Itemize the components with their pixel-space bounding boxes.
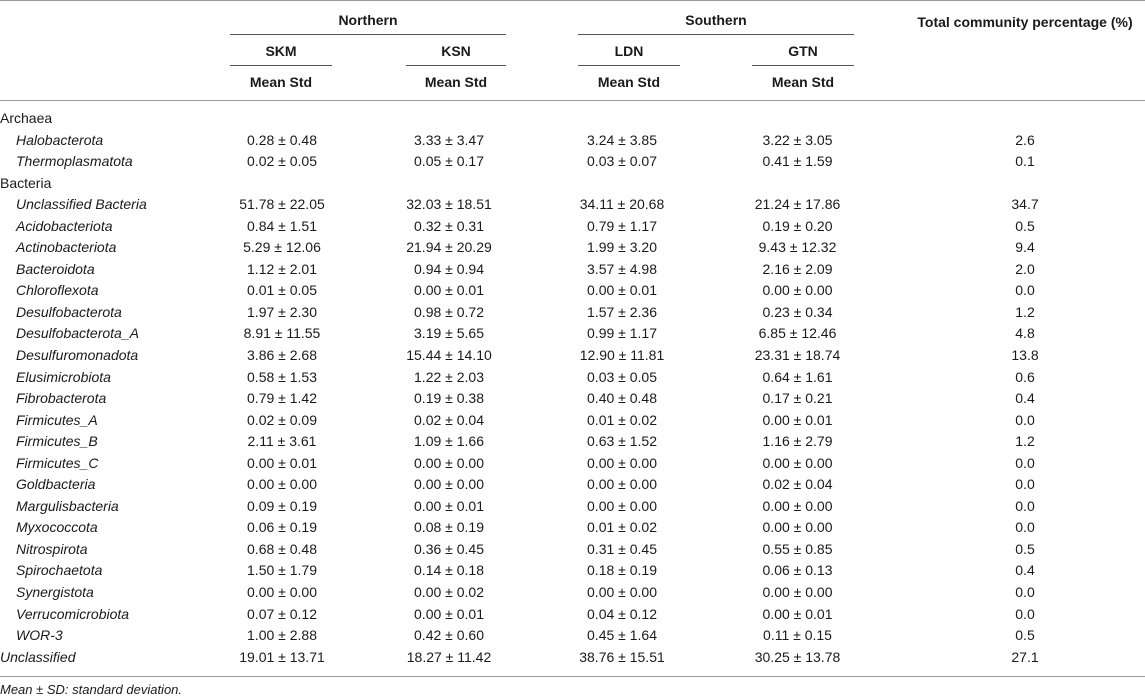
value-ldn: 34.11 ± 20.68 [579,196,665,213]
value-ksn: 3.33 ± 3.47 [414,131,484,148]
value-ldn: 0.00 ± 0.00 [587,497,657,514]
value-gtn: 0.00 ± 0.00 [762,584,833,601]
value-ksn: 1.22 ± 2.03 [414,368,484,385]
value-ldn [554,173,690,195]
value-gtn: 23.31 ± 18.74 [754,347,841,364]
value-ksn: 0.94 ± 0.94 [414,260,484,277]
value-gtn: 0.06 ± 0.13 [762,562,833,579]
value-ksn: 0.36 ± 0.45 [414,540,484,557]
value-ldn: 1.99 ± 3.20 [587,239,657,256]
table-row [0,367,1145,389]
value-gtn: 0.00 ± 0.00 [762,454,833,471]
table-row [0,280,1145,302]
table-top-rule [0,0,1145,1]
taxon-name: Actinobacteriota [16,239,117,256]
value-total-percentage: 34.7 [1011,196,1039,213]
value-skm: 0.68 ± 0.48 [247,540,317,557]
value-total-percentage: 13.8 [1011,347,1039,364]
table-bottom-rule [0,676,1145,677]
taxon-name: Elusimicrobiota [16,368,111,385]
value-ldn: 0.04 ± 0.12 [587,605,657,622]
value-gtn: 0.11 ± 0.15 [763,627,832,644]
footnote: Mean ± SD: standard deviation. [0,682,183,697]
value-skm: 8.91 ± 11.55 [243,325,321,342]
value-total-percentage: 0.5 [1015,217,1035,234]
value-ldn: 0.31 ± 0.45 [587,540,657,557]
value-ldn: 3.57 ± 4.98 [587,260,657,277]
value-gtn: 0.19 ± 0.20 [762,217,833,234]
value-total-percentage: 2.6 [1015,131,1035,148]
value-ksn: 18.27 ± 11.42 [406,648,492,665]
table-row [0,345,1145,367]
stat-label-ldn: Mean Std [597,74,661,90]
taxon-name: Desulfobacterota [16,303,122,320]
table-row [0,216,1145,238]
ksn-underline [406,65,506,66]
taxon-name: Unclassified Bacteria [16,196,147,213]
ldn-underline [578,65,680,66]
value-skm: 1.97 ± 2.30 [247,303,317,320]
value-ksn: 0.19 ± 0.38 [414,390,484,407]
value-skm: 0.84 ± 1.51 [247,217,317,234]
value-total-percentage: 1.2 [1015,433,1035,450]
value-skm: 1.50 ± 1.79 [247,562,317,579]
value-total-percentage: 0.0 [1015,411,1035,428]
taxon-name: Acidobacteriota [16,217,113,234]
table-row [0,517,1145,539]
taxon-name: Nitrospirota [16,540,88,557]
table-row [0,431,1145,453]
value-skm: 1.12 ± 2.01 [247,260,317,277]
value-gtn: 1.16 ± 2.79 [762,433,833,450]
value-ksn: 0.00 ± 0.01 [414,605,484,622]
value-ldn: 1.57 ± 2.36 [587,303,657,320]
value-skm: 0.00 ± 0.00 [247,476,317,493]
value-ksn: 0.98 ± 0.72 [414,303,484,320]
total-percentage-header: Total community percentage (%) [917,14,1133,30]
taxon-name: Unclassified [0,648,76,665]
value-ldn: 12.90 ± 11.81 [579,347,665,364]
gtn-underline [752,65,854,66]
taxon-name: Verrucomicrobiota [16,605,130,622]
value-ksn: 0.32 ± 0.31 [414,217,484,234]
value-skm: 0.79 ± 1.42 [247,390,317,407]
table-row [0,151,1145,173]
section-label: Bacteria [0,174,52,191]
value-ksn: 32.03 ± 18.51 [406,196,492,213]
value-ldn: 0.45 ± 1.64 [587,627,657,644]
value-skm: 2.11 ± 3.61 [247,433,317,450]
value-gtn: 0.02 ± 0.04 [762,476,833,493]
value-total-percentage: 0.5 [1015,627,1035,644]
taxon-name: Bacteroidota [16,260,95,277]
site-header-gtn: GTN [788,43,818,59]
value-total-percentage: 0.0 [1015,497,1035,514]
value-skm: 1.00 ± 2.88 [247,627,317,644]
value-ksn: 0.42 ± 0.60 [414,627,484,644]
value-ldn: 0.18 ± 0.19 [587,562,657,579]
section-label: Archaea [0,110,53,126]
value-skm: 3.86 ± 2.68 [247,347,317,364]
table-body [0,108,1145,668]
value-skm: 0.02 ± 0.05 [247,153,317,170]
table-row [0,410,1145,432]
value-ksn: 21.94 ± 20.29 [406,239,492,256]
value-ldn: 0.00 ± 0.00 [587,476,657,493]
table-row [0,539,1145,561]
taxon-name: Firmicutes_B [16,433,98,450]
value-ldn: 0.03 ± 0.07 [587,153,657,170]
stat-label-gtn: Mean Std [771,74,835,90]
value-skm: 0.06 ± 0.19 [247,519,317,536]
table-row [0,625,1145,647]
value-ldn: 38.76 ± 15.51 [579,648,665,665]
taxon-name: Desulfuromonadota [16,347,139,364]
value-total-percentage: 0.0 [1015,476,1035,493]
value-total-percentage: 0.0 [1015,519,1035,536]
value-gtn [690,108,905,130]
value-ldn: 3.24 ± 3.85 [587,131,657,148]
value-ldn: 0.79 ± 1.17 [587,217,657,234]
value-total-percentage: 0.4 [1015,562,1035,579]
table-row [0,259,1145,281]
value-ldn: 0.01 ± 0.02 [587,411,657,428]
section-row [0,108,1145,130]
value-skm: 5.29 ± 12.06 [243,239,321,256]
value-ldn: 0.00 ± 0.00 [587,454,657,471]
value-total-percentage: 0.0 [1015,605,1035,622]
value-total-percentage: 0.1 [1015,153,1035,170]
table-row [0,453,1145,475]
value-ksn: 0.00 ± 0.02 [414,584,484,601]
taxon-name: Chloroflexota [16,282,99,299]
value-total-percentage: 0.0 [1015,584,1035,601]
table-row [0,647,1145,669]
value-gtn: 0.41 ± 1.59 [762,153,833,170]
value-total-percentage: 9.4 [1015,239,1035,256]
taxon-name: Myxococcota [16,519,98,536]
taxon-name: Fibrobacterota [16,390,107,407]
value-skm: 0.09 ± 0.19 [247,497,317,514]
value-total-percentage: 27.1 [1011,648,1039,665]
value-gtn: 0.55 ± 0.85 [762,540,833,557]
table-row [0,302,1145,324]
group-header-southern: Southern [685,12,747,28]
value-skm: 0.02 ± 0.09 [247,411,317,428]
taxon-name: Firmicutes_A [16,411,98,428]
stat-label-ksn: Mean Std [424,74,488,90]
value-gtn: 0.00 ± 0.00 [762,282,833,299]
value-skm: 0.07 ± 0.12 [247,605,317,622]
taxon-name: Synergistota [16,584,94,601]
value-gtn: 0.00 ± 0.00 [762,519,833,536]
table-row [0,582,1145,604]
value-total-percentage: 0.5 [1015,540,1035,557]
value-skm [220,108,344,130]
southern-underline [578,34,854,35]
value-gtn: 30.25 ± 13.78 [754,648,841,665]
section-row [0,173,1145,195]
value-total-percentage: 0.0 [1015,282,1035,299]
value-ldn: 0.40 ± 0.48 [587,390,657,407]
value-ldn: 0.01 ± 0.02 [587,519,657,536]
taxon-name: Desulfobacterota_A [16,325,139,342]
group-header-northern: Northern [338,12,398,28]
value-ksn: 0.02 ± 0.04 [414,411,484,428]
value-gtn: 0.00 ± 0.00 [762,497,833,514]
value-ksn: 0.05 ± 0.17 [414,153,484,170]
value-gtn: 6.85 ± 12.46 [758,325,837,342]
value-ksn: 1.09 ± 1.66 [414,433,484,450]
value-skm: 51.78 ± 22.05 [239,196,325,213]
table-row [0,604,1145,626]
taxon-name: WOR-3 [16,627,63,644]
table-row [0,130,1145,152]
table-row [0,388,1145,410]
value-ksn [344,173,554,195]
value-gtn: 0.17 ± 0.21 [762,390,833,407]
value-total-percentage: 0.4 [1015,390,1035,407]
taxon-name: Spirochaetota [16,562,103,579]
value-ksn: 0.00 ± 0.00 [414,454,484,471]
value-ksn: 0.00 ± 0.01 [414,497,484,514]
value-skm: 0.01 ± 0.05 [247,282,317,299]
value-ksn [344,108,554,130]
northern-underline [230,34,506,35]
skm-underline [230,65,332,66]
value-ldn: 0.00 ± 0.01 [587,282,657,299]
value-total-percentage [905,108,1145,130]
value-skm: 0.00 ± 0.00 [247,584,317,601]
value-ldn: 0.00 ± 0.00 [587,584,657,601]
value-gtn: 2.16 ± 2.09 [762,260,833,277]
taxon-name: Margulisbacteria [16,497,119,514]
value-gtn [690,173,905,195]
site-header-skm: SKM [265,43,297,59]
value-ksn: 0.14 ± 0.18 [414,562,484,579]
value-skm: 0.58 ± 1.53 [247,368,317,385]
value-total-percentage: 4.8 [1015,325,1035,342]
value-gtn: 0.23 ± 0.34 [762,303,833,320]
value-total-percentage: 0.0 [1015,454,1035,471]
value-total-percentage: 1.2 [1015,303,1035,320]
value-ldn [554,108,690,130]
table-row [0,560,1145,582]
table-row [0,474,1145,496]
value-gtn: 9.43 ± 12.32 [758,239,837,256]
value-gtn: 21.24 ± 17.86 [754,196,841,213]
taxon-name: Halobacterota [16,131,104,148]
taxon-name: Firmicutes_C [16,454,99,471]
stat-label-skm: Mean Std [249,74,313,90]
value-total-percentage [905,173,1145,195]
value-ksn: 0.08 ± 0.19 [414,519,484,536]
table-row [0,496,1145,518]
value-ksn: 0.00 ± 0.00 [414,476,484,493]
value-total-percentage: 0.6 [1015,368,1035,385]
value-gtn: 0.00 ± 0.01 [762,411,833,428]
table-row [0,194,1145,216]
value-gtn: 0.64 ± 1.61 [762,368,833,385]
value-ksn: 0.00 ± 0.01 [414,282,484,299]
header-bottom-rule [0,100,1145,101]
value-skm: 0.28 ± 0.48 [247,131,317,148]
value-ldn: 0.03 ± 0.05 [587,368,657,385]
value-skm: 0.00 ± 0.01 [247,454,317,471]
value-gtn: 3.22 ± 3.05 [762,131,833,148]
site-header-ldn: LDN [614,43,644,59]
value-total-percentage: 2.0 [1015,260,1035,277]
value-ldn: 0.99 ± 1.17 [587,325,657,342]
taxon-name: Goldbacteria [16,476,96,493]
table-row [0,323,1145,345]
value-ldn: 0.63 ± 1.52 [587,433,657,450]
site-header-ksn: KSN [441,43,471,59]
value-skm: 19.01 ± 13.71 [239,648,325,665]
value-ksn: 15.44 ± 14.10 [406,347,492,364]
taxon-name: Thermoplasmatota [16,153,133,170]
value-skm [220,173,344,195]
value-ksn: 3.19 ± 5.65 [414,325,484,342]
table-row [0,237,1145,259]
value-gtn: 0.00 ± 0.01 [762,605,833,622]
